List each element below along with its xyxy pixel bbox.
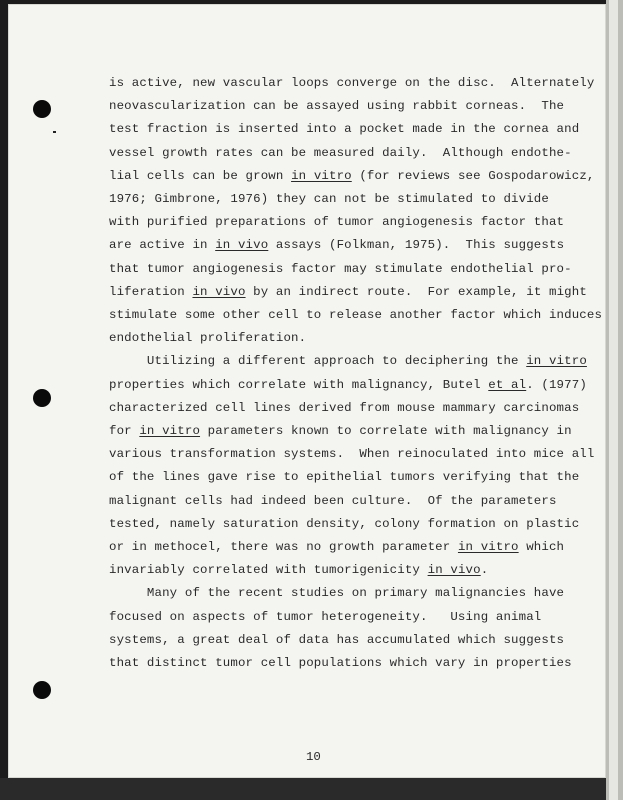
text-segment: . bbox=[480, 563, 489, 578]
text-segment: malignant cells had indeed been culture. Of the parameters bbox=[109, 493, 557, 508]
text-line bbox=[109, 656, 572, 670]
punch-hole bbox=[33, 100, 51, 118]
text-line bbox=[109, 540, 564, 554]
text-line bbox=[109, 401, 579, 415]
text-line bbox=[109, 424, 572, 438]
text-segment: which bbox=[518, 540, 565, 554]
text-segment: (for reviews see Gospodarowicz, bbox=[351, 168, 595, 183]
margin-mark bbox=[53, 131, 56, 133]
text-line bbox=[109, 215, 564, 229]
underlined-term: in vivo bbox=[215, 238, 269, 253]
text-segment: Utilizing a different approach to deciphering the bbox=[109, 354, 527, 369]
text-line bbox=[109, 633, 564, 647]
text-segment: for bbox=[109, 424, 140, 438]
scanner-edge bbox=[606, 0, 623, 800]
text-segment: test fraction is inserted into a pocket made in the cornea and bbox=[109, 122, 580, 137]
text-line bbox=[109, 563, 488, 577]
text-segment: 1976; Gimbrone, 1976) they can not be stimulated to divide bbox=[109, 192, 549, 206]
text-segment: stimulate some other cell to release another factor which induces bbox=[109, 308, 603, 322]
text-segment: properties which correlate with malignancy, Butel bbox=[109, 377, 489, 392]
text-segment: tested, namely saturation density, colony formation on plastic bbox=[109, 516, 580, 531]
text-line bbox=[109, 285, 587, 299]
page-number: 10 bbox=[306, 750, 321, 764]
text-segment: endothelial proliferation. bbox=[109, 331, 307, 346]
text-segment: lial cells can be grown bbox=[109, 168, 292, 183]
text-line bbox=[109, 262, 572, 276]
underlined-term: in vitro bbox=[457, 540, 519, 554]
text-segment: assays (Folkman, 1975). This suggests bbox=[268, 238, 565, 253]
text-segment: vessel growth rates can be measured daily. Although endothe- bbox=[109, 145, 572, 160]
text-line bbox=[109, 517, 579, 531]
underlined-term: in vitro bbox=[526, 354, 587, 369]
text-line bbox=[109, 447, 594, 461]
text-line bbox=[109, 238, 564, 252]
text-line bbox=[109, 122, 579, 136]
underlined-term: in vivo bbox=[427, 563, 481, 578]
text-line bbox=[109, 146, 572, 160]
text-segment: is active, new vascular loops converge on the disc. Alternately bbox=[109, 76, 595, 90]
scanner-bottom bbox=[0, 778, 606, 800]
text-segment: focused on aspects of tumor heterogeneity. Using animal bbox=[109, 609, 542, 624]
underlined-term: in vitro bbox=[139, 424, 201, 438]
document-page bbox=[8, 4, 606, 778]
text-line bbox=[109, 470, 579, 484]
underlined-term: in vitro bbox=[291, 168, 352, 183]
underlined-term: in vivo bbox=[192, 284, 246, 299]
text-segment: various transformation systems. When reinoculated into mice all bbox=[109, 447, 595, 462]
text-line bbox=[109, 331, 306, 345]
text-line bbox=[109, 494, 557, 508]
underlined-term: et al bbox=[488, 377, 527, 392]
text-line bbox=[109, 354, 587, 368]
text-segment: that tumor angiogenesis factor may stimulate endothelial pro- bbox=[109, 261, 572, 276]
text-segment: Many of the recent studies on primary malignancies have bbox=[109, 586, 565, 601]
punch-hole bbox=[33, 389, 51, 407]
text-line bbox=[109, 169, 595, 183]
text-line bbox=[109, 586, 564, 600]
text-segment: systems, a great deal of data has accumulated which suggests bbox=[109, 632, 565, 647]
text-segment: are active in bbox=[109, 238, 216, 253]
text-segment: invariably correlated with tumorigenicity bbox=[109, 563, 428, 578]
text-line bbox=[109, 308, 602, 322]
text-line bbox=[109, 610, 541, 624]
text-line bbox=[109, 99, 564, 113]
text-line bbox=[109, 76, 594, 90]
text-segment: or in methocel, there was no growth parameter bbox=[109, 540, 458, 554]
text-segment: that distinct tumor cell populations which vary in properties bbox=[109, 656, 572, 670]
text-segment: . (1977) bbox=[526, 377, 587, 392]
text-line bbox=[109, 192, 549, 206]
text-segment: characterized cell lines derived from mouse mammary carcinomas bbox=[109, 400, 580, 415]
text-segment: with purified preparations of tumor angiogenesis factor that bbox=[109, 215, 565, 230]
text-line bbox=[109, 378, 587, 392]
punch-hole bbox=[33, 681, 51, 699]
text-segment: parameters known to correlate with malignancy in bbox=[200, 424, 572, 438]
text-segment: liferation bbox=[109, 284, 193, 299]
text-segment: of the lines gave rise to epithelial tumors verifying that the bbox=[109, 470, 580, 485]
text-segment: neovascularization can be assayed using rabbit corneas. The bbox=[109, 99, 565, 114]
text-segment: by an indirect route. For example, it might bbox=[245, 284, 587, 299]
